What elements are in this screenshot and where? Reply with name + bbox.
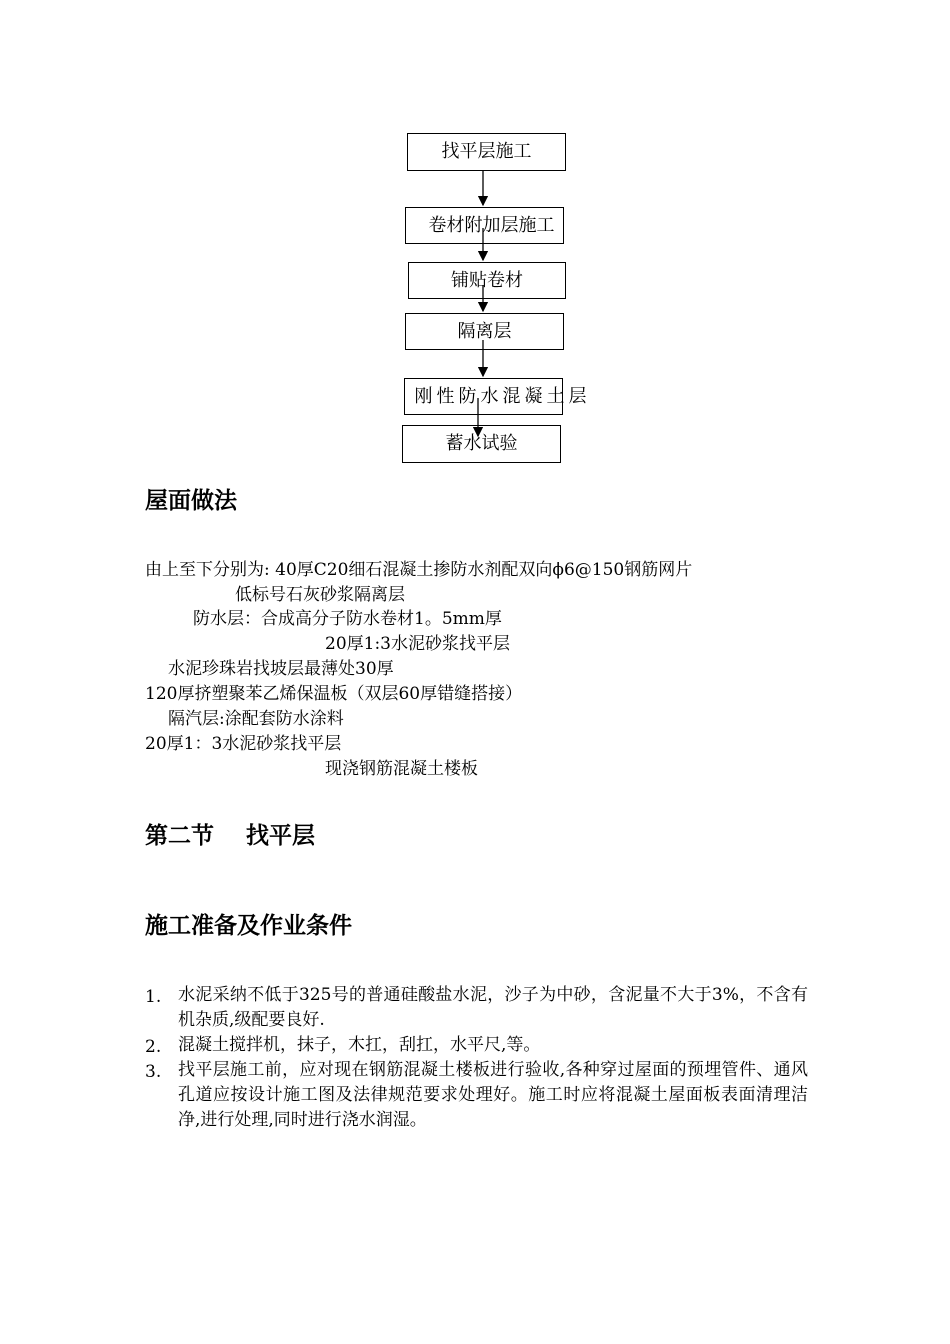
flow-step-label: 找平层施工 — [441, 141, 532, 162]
roof-layer-line: 20厚1：3水泥砂浆找平层 — [145, 734, 342, 754]
roof-layer-line: 低标号石灰砂浆隔离层 — [235, 585, 405, 605]
roof-layer-line: 现浇钢筋混凝土楼板 — [325, 759, 478, 779]
list-item: 找平层施工前，应对现在钢筋混凝土楼板进行验收,各种穿过屋面的预埋管件、通风孔道应按设计施工图及法律规范要求处理好。施工时应将混凝土屋面板表面清理洁净,进行处理,同时进行浇水润湿。 — [178, 1060, 808, 1130]
flow-step-label: 隔离层 — [457, 320, 512, 342]
list-item: 水泥采纳不低于325号的普通硅酸盐水泥，沙子为中砂，含泥量不大于3%，不含有机杂质,级配要良好. — [178, 985, 808, 1030]
section-heading-screed: 第二节 找平层 — [145, 823, 316, 849]
flow-step-label: 刚性防水混凝土层 — [414, 385, 591, 407]
roof-layer-line: 防水层：合成高分子防水卷材1。5mm厚 — [193, 609, 502, 629]
roof-layer-line: 20厚1:3水泥砂浆找平层 — [325, 634, 510, 654]
list-item: 混凝土搅拌机，抹子，木扛，刮扛，水平尺,等。 — [178, 1035, 541, 1055]
flow-step-label: 铺贴卷材 — [451, 269, 523, 291]
list-item-number: 3. — [145, 1062, 162, 1082]
roof-layer-line: 水泥珍珠岩找坡层最薄处30厚 — [168, 659, 394, 679]
list-item-number: 1. — [145, 987, 162, 1007]
flow-step-label: 卷材附加层施工 — [428, 214, 555, 236]
section-heading-preparation: 施工准备及作业条件 — [145, 913, 352, 939]
section-heading-roof: 屋面做法 — [145, 488, 237, 514]
list-item-number: 2. — [145, 1037, 162, 1057]
roof-layer-line: 隔汽层:涂配套防水涂料 — [168, 709, 344, 729]
flow-step-label: 蓄水试验 — [445, 433, 518, 454]
roof-layer-line: 由上至下分别为: 40厚C20细石混凝土掺防水剂配双向ϕ6@150钢筋网片 — [145, 560, 693, 580]
roof-layer-line: 120厚挤塑聚苯乙烯保温板（双层60厚错缝搭接） — [145, 684, 523, 704]
